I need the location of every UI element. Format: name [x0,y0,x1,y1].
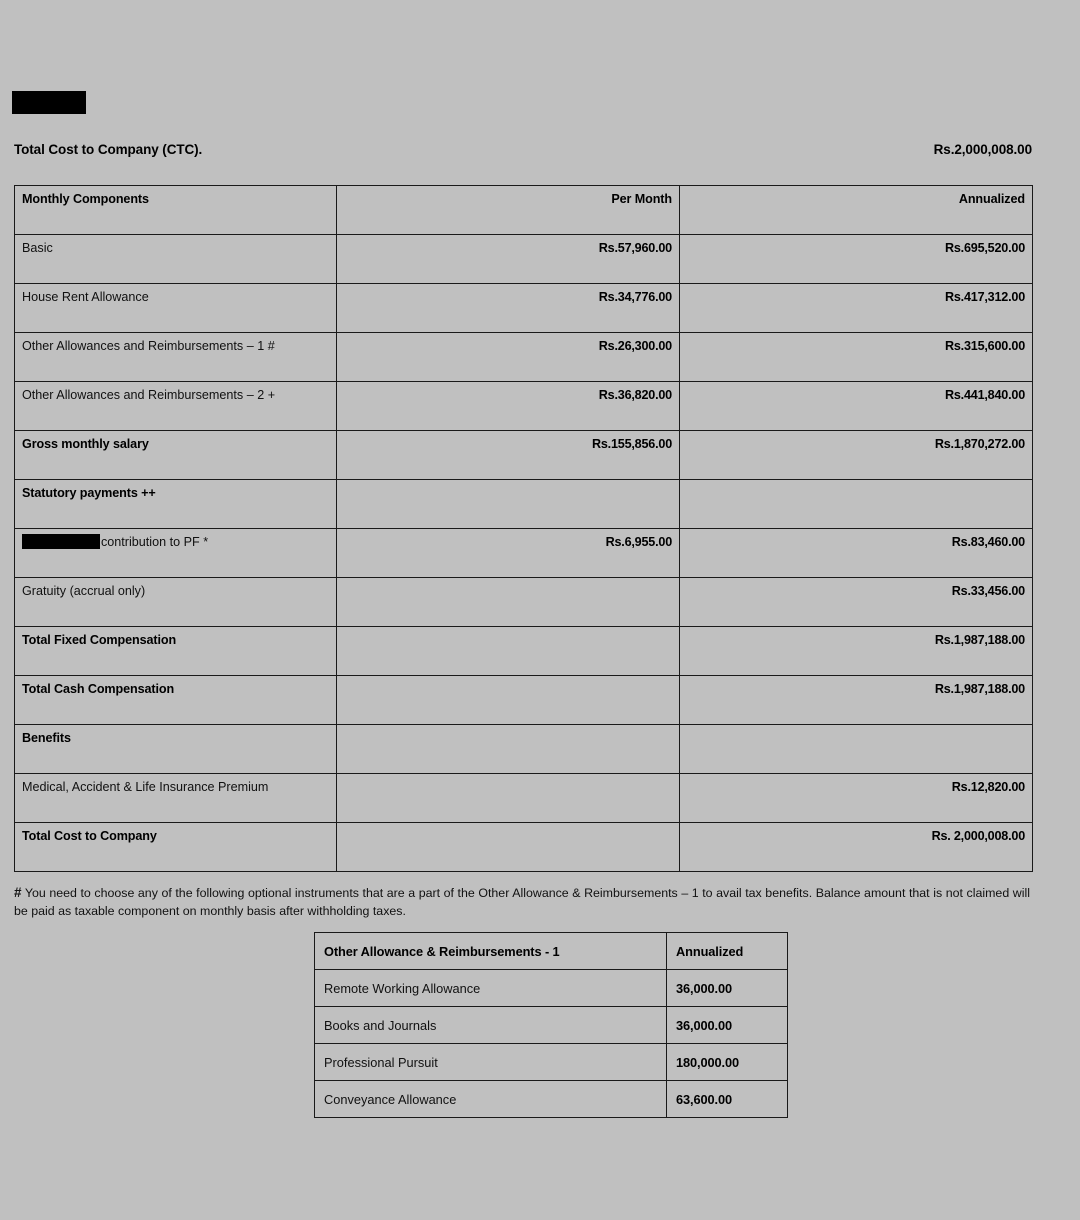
row-per-month-value [337,676,680,725]
row-annualized-value: Rs. 2,000,008.00 [680,823,1033,872]
table-row [15,284,1033,333]
row-per-month-value: Rs.155,856.00 [337,431,680,480]
row-label: Total Cash Compensation [15,676,337,725]
row-annualized-value: Rs.33,456.00 [680,578,1033,627]
optional-instruments-footnote [14,884,1030,920]
row-per-month-value: Rs.26,300.00 [337,333,680,382]
table-row [15,774,1033,823]
row-annualized-value: Rs.83,460.00 [680,529,1033,578]
row-per-month-value: Rs.6,955.00 [337,529,680,578]
table-row [15,823,1033,872]
row-label [15,529,337,578]
row-label: Gratuity (accrual only) [15,578,337,627]
optional-allowance-options-table [314,932,788,1118]
options-header-name: Other Allowance & Reimbursements - 1 [315,933,667,970]
row-per-month-value [337,627,680,676]
row-per-month-value: Rs.34,776.00 [337,284,680,333]
options-table-row [315,1007,788,1044]
ctc-amount: Rs.2,000,008.00 [933,142,1032,157]
header-annualized: Annualized [680,186,1033,235]
option-name: Remote Working Allowance [315,970,667,1007]
row-annualized-value [680,725,1033,774]
options-header-row [315,933,788,970]
footnote-text: You need to choose any of the following optional instruments that are a part of the Other Allowance & Reimbursements – 1 to avail tax benefits. Balance amount that is not claimed will be paid as taxable component on monthly basis after withholding taxes. [14,886,1030,918]
option-name: Conveyance Allowance [315,1081,667,1118]
row-per-month-value: Rs.57,960.00 [337,235,680,284]
table-row [15,627,1033,676]
table-row [15,578,1033,627]
row-annualized-value: Rs.695,520.00 [680,235,1033,284]
redacted-employer-name-bar [12,91,86,114]
row-per-month-value [337,774,680,823]
row-per-month-value [337,578,680,627]
table-row [15,529,1033,578]
row-label: Gross monthly salary [15,431,337,480]
options-header-annualized: Annualized [667,933,788,970]
row-label: Total Fixed Compensation [15,627,337,676]
footnote-marker: # [14,885,22,900]
row-label: Other Allowances and Reimbursements – 1 # [15,333,337,382]
row-label: Medical, Accident & Life Insurance Premium [15,774,337,823]
row-label: Total Cost to Company [15,823,337,872]
header-per-month: Per Month [337,186,680,235]
row-annualized-value: Rs.1,870,272.00 [680,431,1033,480]
table-row [15,725,1033,774]
header-monthly-components: Monthly Components [15,186,337,235]
table-row [15,431,1033,480]
row-annualized-value: Rs.417,312.00 [680,284,1033,333]
row-per-month-value [337,480,680,529]
row-annualized-value: Rs.1,987,188.00 [680,627,1033,676]
ctc-label: Total Cost to Company (CTC). [14,142,203,157]
compensation-breakdown-table [14,185,1033,872]
row-label: Benefits [15,725,337,774]
table-row [15,235,1033,284]
row-annualized-value: Rs.315,600.00 [680,333,1033,382]
row-per-month-value [337,725,680,774]
option-annualized-value: 63,600.00 [667,1081,788,1118]
table-row [15,382,1033,431]
table-row [15,333,1033,382]
table-row [15,676,1033,725]
row-per-month-value [337,823,680,872]
option-name: Professional Pursuit [315,1044,667,1081]
row-annualized-value: Rs.441,840.00 [680,382,1033,431]
row-label: Other Allowances and Reimbursements – 2 + [15,382,337,431]
options-table-row [315,1081,788,1118]
redacted-employer-name-bar [22,534,100,549]
row-annualized-value: Rs.12,820.00 [680,774,1033,823]
row-per-month-value: Rs.36,820.00 [337,382,680,431]
table-header-row [15,186,1033,235]
option-name: Books and Journals [315,1007,667,1044]
options-table-row [315,1044,788,1081]
options-table-row [315,970,788,1007]
row-label: Statutory payments ++ [15,480,337,529]
row-label: Basic [15,235,337,284]
row-annualized-value [680,480,1033,529]
option-annualized-value: 36,000.00 [667,1007,788,1044]
ctc-summary-line [14,142,1032,157]
row-label-text: contribution to PF * [101,535,209,549]
row-label: House Rent Allowance [15,284,337,333]
option-annualized-value: 36,000.00 [667,970,788,1007]
row-annualized-value: Rs.1,987,188.00 [680,676,1033,725]
option-annualized-value: 180,000.00 [667,1044,788,1081]
table-row [15,480,1033,529]
